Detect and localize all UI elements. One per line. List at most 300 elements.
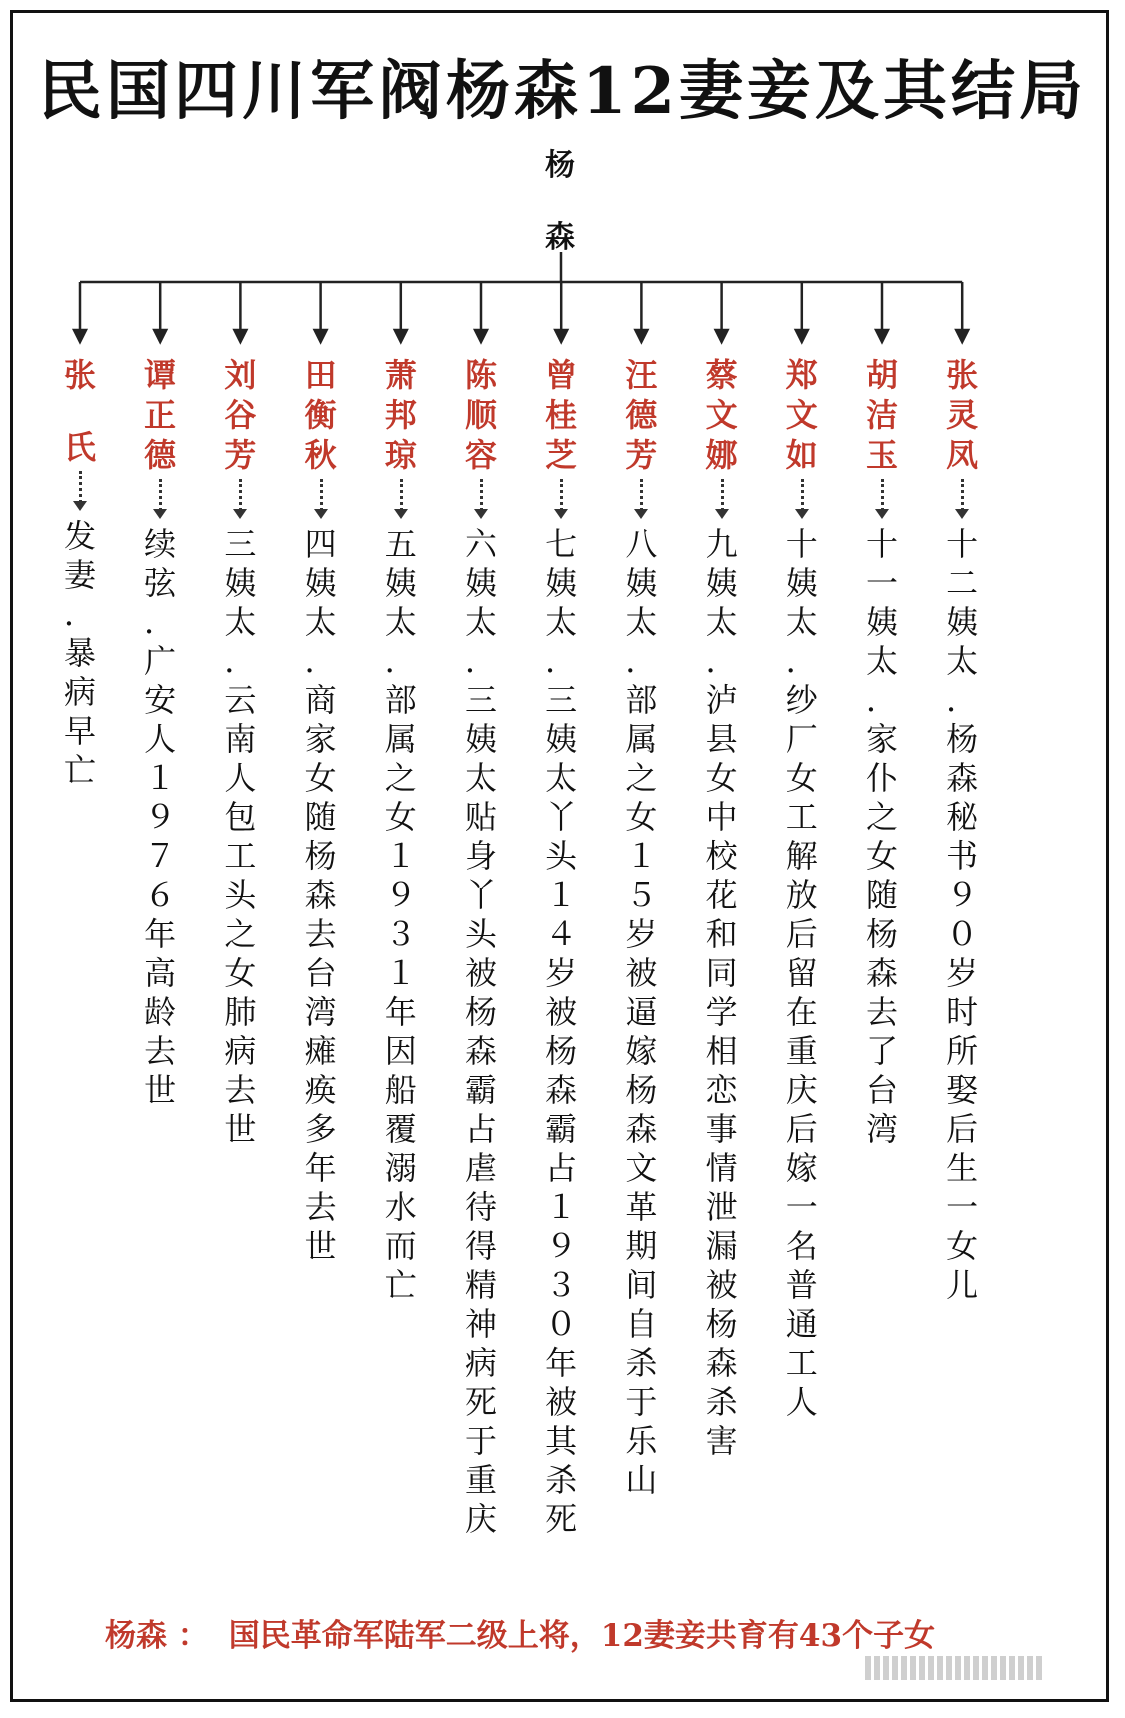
member-desc-char: 太 <box>304 603 337 641</box>
member-desc-char: １ <box>144 759 177 797</box>
member-desc-char: 杨 <box>545 1032 578 1070</box>
member-desc-char: 年 <box>384 993 417 1031</box>
member-desc-char: 龄 <box>144 993 177 1031</box>
member-desc-char: 去 <box>224 1071 257 1109</box>
member-name-char: 陈 <box>464 356 497 394</box>
branch-arrow <box>74 330 86 342</box>
member-column <box>932 355 992 1305</box>
member-desc-char: ． <box>545 642 578 680</box>
member-desc-char: ３ <box>545 1266 578 1304</box>
member-desc-char: ９ <box>384 876 417 914</box>
member-desc-char: １ <box>545 1188 578 1226</box>
member-name-char: 田 <box>304 356 337 394</box>
member-desc-char: ． <box>865 681 898 719</box>
member-desc-char: 姨 <box>625 564 658 602</box>
member-name-char: 氏 <box>63 428 96 466</box>
member-desc-char: 一 <box>865 564 898 602</box>
member-desc-char: 安 <box>144 681 177 719</box>
member-name-char: 衡 <box>304 396 337 434</box>
member-desc-char: 纱 <box>785 681 818 719</box>
tree-connectors <box>0 0 1125 400</box>
member-desc-char: 瘫 <box>304 1032 337 1070</box>
member-name-char: 秋 <box>304 436 337 474</box>
member-desc-char: 属 <box>625 720 658 758</box>
member-desc-char: 病 <box>63 673 96 711</box>
member-desc-char: 头 <box>464 915 497 953</box>
member-desc-char: １ <box>545 876 578 914</box>
member-desc-char: 而 <box>384 1227 417 1265</box>
member-desc-char: 之 <box>384 759 417 797</box>
member-desc-char: 属 <box>384 720 417 758</box>
branch-arrow <box>555 330 567 342</box>
member-name-char: 谷 <box>224 396 257 434</box>
member-desc-char: 十 <box>865 525 898 563</box>
member-desc-char: 间 <box>625 1266 658 1304</box>
member-desc-char: 早 <box>63 712 96 750</box>
member-name-char: 刘 <box>224 356 257 394</box>
member-desc-char: 森 <box>705 1344 738 1382</box>
member-desc-char: 妻 <box>63 556 96 594</box>
member-desc-char: １ <box>625 837 658 875</box>
footer-note <box>105 1610 935 1655</box>
member-desc-char: 世 <box>144 1071 177 1109</box>
member-desc-char: 被 <box>545 1383 578 1421</box>
member-column <box>210 355 270 1149</box>
root-char-2: 森 <box>545 220 575 255</box>
member-desc-char: 森 <box>946 759 979 797</box>
member-desc-char: １ <box>384 954 417 992</box>
member-desc-char: 姨 <box>224 564 257 602</box>
member-desc-char: 放 <box>785 876 818 914</box>
member-name-char: 蔡 <box>705 356 738 394</box>
member-desc-char: 三 <box>464 681 497 719</box>
member-desc-char: 森 <box>625 1110 658 1148</box>
member-desc-char: ． <box>384 642 417 680</box>
member-desc-char: 杨 <box>865 915 898 953</box>
member-column <box>291 355 351 1266</box>
member-desc-char: 庆 <box>785 1071 818 1109</box>
branch-arrow <box>315 330 327 342</box>
member-desc-char: 秘 <box>946 798 979 836</box>
member-desc-char: 丫 <box>464 876 497 914</box>
member-desc-char: 被 <box>705 1266 738 1304</box>
member-desc-char: 去 <box>304 1188 337 1226</box>
member-desc-char: 太 <box>464 603 497 641</box>
member-desc-char: ９ <box>545 1227 578 1265</box>
member-desc-char: 在 <box>785 993 818 1031</box>
member-desc-char: ３ <box>384 915 417 953</box>
member-desc-char: 溺 <box>384 1149 417 1187</box>
member-name-char: 文 <box>785 396 818 434</box>
member-desc-char: 人 <box>785 1383 818 1421</box>
member-name-char: 谭 <box>144 356 177 394</box>
member-desc-char: 恋 <box>705 1071 738 1109</box>
member-desc-char: 高 <box>144 954 177 992</box>
member-column <box>371 355 431 1305</box>
member-desc-char: 逼 <box>625 993 658 1031</box>
member-desc-char: 姨 <box>304 564 337 602</box>
member-name-char: 曾 <box>545 356 578 394</box>
member-desc-char: 精 <box>464 1266 497 1304</box>
member-desc-char: ９ <box>946 876 979 914</box>
member-desc-char: 花 <box>705 876 738 914</box>
member-desc-char: 部 <box>625 681 658 719</box>
member-desc-char: 女 <box>304 759 337 797</box>
member-name-char: 如 <box>785 436 818 474</box>
member-desc-char: 相 <box>705 1032 738 1070</box>
member-desc-char: ． <box>625 642 658 680</box>
member-desc-char: 儿 <box>946 1266 979 1304</box>
member-desc-char: 重 <box>785 1032 818 1070</box>
member-desc-char: 姨 <box>705 564 738 602</box>
member-desc-char: 庆 <box>464 1500 497 1538</box>
member-desc-char: 二 <box>946 564 979 602</box>
member-desc-char: ６ <box>144 876 177 914</box>
member-desc-char: 杀 <box>625 1344 658 1382</box>
member-name-char: 邦 <box>384 396 417 434</box>
member-desc-char: ５ <box>625 876 658 914</box>
member-desc-char: 女 <box>705 759 738 797</box>
member-column <box>611 355 671 1500</box>
member-desc-char: 十 <box>946 525 979 563</box>
member-desc-char: 通 <box>785 1305 818 1343</box>
member-desc-char: 工 <box>224 837 257 875</box>
member-desc-char: ０ <box>545 1305 578 1343</box>
member-desc-char: 森 <box>464 1032 497 1070</box>
member-desc-char: 死 <box>545 1500 578 1538</box>
member-desc-char: 暴 <box>63 634 96 672</box>
member-desc-char: 杀 <box>705 1383 738 1421</box>
member-desc-char: 虐 <box>464 1149 497 1187</box>
member-name-char: 胡 <box>865 356 898 394</box>
member-desc-char: 自 <box>625 1305 658 1343</box>
member-desc-char: 所 <box>946 1032 979 1070</box>
member-name-char: 芝 <box>545 436 578 474</box>
dotted-arrow <box>291 475 351 525</box>
member-desc-char: 之 <box>224 915 257 953</box>
member-desc-char: 于 <box>625 1383 658 1421</box>
member-desc-char: ． <box>304 642 337 680</box>
member-desc-char: 亡 <box>384 1266 417 1304</box>
member-column <box>692 355 752 1461</box>
member-desc-char: 解 <box>785 837 818 875</box>
member-desc-char: 女 <box>865 837 898 875</box>
member-desc-char: 姨 <box>785 564 818 602</box>
member-desc-char: 太 <box>705 603 738 641</box>
member-desc-char: 多 <box>304 1110 337 1148</box>
member-desc-char: 娶 <box>946 1071 979 1109</box>
member-desc-char: 痪 <box>304 1071 337 1109</box>
member-name-char: 洁 <box>865 396 898 434</box>
member-desc-char: 女 <box>384 798 417 836</box>
member-column <box>772 355 832 1422</box>
member-desc-char: 发 <box>63 517 96 555</box>
diagram-title: 民国四川军阀杨森12妻妾及其结局 <box>37 54 1088 129</box>
member-desc-char: 占 <box>464 1110 497 1148</box>
member-desc-char: 岁 <box>625 915 658 953</box>
member-desc-char: 病 <box>464 1344 497 1382</box>
branch-arrow <box>154 330 166 342</box>
member-desc-char: 同 <box>705 954 738 992</box>
member-desc-char: ． <box>946 681 979 719</box>
member-desc-char: 随 <box>865 876 898 914</box>
footer-text: 国民革命军陆军二级上将，12妻妾共育有43个子女 <box>228 1618 936 1654</box>
member-desc-char: 去 <box>865 993 898 1031</box>
member-desc-char: 十 <box>785 525 818 563</box>
root-char-1: 杨 <box>545 148 575 183</box>
member-desc-char: 亡 <box>63 751 96 789</box>
member-desc-char: 杨 <box>946 720 979 758</box>
member-name-char: 凤 <box>946 436 979 474</box>
dotted-arrow <box>772 475 832 525</box>
member-desc-char: 南 <box>224 720 257 758</box>
member-desc-char: 太 <box>785 603 818 641</box>
member-desc-char: 身 <box>464 837 497 875</box>
member-desc-char: 世 <box>224 1110 257 1148</box>
member-desc-char: 包 <box>224 798 257 836</box>
member-desc-char: 乐 <box>625 1422 658 1460</box>
branch-arrow <box>956 330 968 342</box>
branch-arrow <box>796 330 808 342</box>
member-desc-char: 神 <box>464 1305 497 1343</box>
member-desc-char: ． <box>705 642 738 680</box>
member-desc-char: 太 <box>384 603 417 641</box>
member-desc-char: 霸 <box>545 1110 578 1148</box>
member-name-char: 芳 <box>224 436 257 474</box>
member-desc-char: 待 <box>464 1188 497 1226</box>
member-desc-char: 女 <box>946 1227 979 1265</box>
member-desc-char: 姨 <box>464 720 497 758</box>
member-desc-char: 世 <box>304 1227 337 1265</box>
member-desc-char: 一 <box>946 1188 979 1226</box>
member-desc-char: ． <box>144 603 177 641</box>
member-desc-char: 家 <box>304 720 337 758</box>
member-desc-char: 杨 <box>625 1071 658 1109</box>
member-desc-char: 期 <box>625 1227 658 1265</box>
branch-arrow <box>234 330 246 342</box>
member-desc-char: 之 <box>625 759 658 797</box>
member-desc-char: 丫 <box>545 798 578 836</box>
member-name-char: 容 <box>464 436 497 474</box>
member-desc-char: 六 <box>464 525 497 563</box>
member-desc-char: 于 <box>464 1422 497 1460</box>
member-desc-char: 女 <box>625 798 658 836</box>
member-desc-char: 年 <box>304 1149 337 1187</box>
member-desc-char: 姨 <box>545 720 578 758</box>
member-desc-char: 覆 <box>384 1110 417 1148</box>
branch-arrow <box>876 330 888 342</box>
watermark <box>865 1655 1095 1681</box>
member-name-char: 玉 <box>865 436 898 474</box>
member-desc-char: ４ <box>545 915 578 953</box>
member-desc-char: 革 <box>625 1188 658 1226</box>
dotted-arrow <box>692 475 752 525</box>
branch-arrow <box>635 330 647 342</box>
member-desc-char: 四 <box>304 525 337 563</box>
member-desc-char: 人 <box>144 720 177 758</box>
member-desc-char: 姨 <box>384 564 417 602</box>
member-desc-char: ７ <box>144 837 177 875</box>
member-desc-char: 被 <box>545 993 578 1031</box>
member-desc-char: 霸 <box>464 1071 497 1109</box>
member-name-char: 张 <box>946 356 979 394</box>
member-desc-char: 重 <box>464 1461 497 1499</box>
member-desc-char: 工 <box>785 798 818 836</box>
member-desc-char: 病 <box>224 1032 257 1070</box>
member-desc-char: 贴 <box>464 798 497 836</box>
member-desc-char: 太 <box>865 642 898 680</box>
member-name-char: 灵 <box>946 396 979 434</box>
member-desc-char: 部 <box>384 681 417 719</box>
dotted-arrow <box>130 475 190 525</box>
member-desc-char: 时 <box>946 993 979 1031</box>
member-desc-char: 太 <box>946 642 979 680</box>
member-desc-char: 头 <box>545 837 578 875</box>
member-desc-char: 岁 <box>946 954 979 992</box>
branch-arrow <box>475 330 487 342</box>
member-desc-char: 年 <box>545 1344 578 1382</box>
member-desc-char: 学 <box>705 993 738 1031</box>
member-desc-char: 太 <box>464 759 497 797</box>
member-desc-char: 文 <box>625 1149 658 1187</box>
member-desc-char: 仆 <box>865 759 898 797</box>
member-name-char: 德 <box>144 436 177 474</box>
member-desc-char: 泄 <box>705 1188 738 1226</box>
member-column <box>852 355 912 1149</box>
member-name-char: 芳 <box>625 436 658 474</box>
member-desc-char: 女 <box>785 759 818 797</box>
member-desc-char: 漏 <box>705 1227 738 1265</box>
member-desc-char: 弦 <box>144 564 177 602</box>
member-desc-char: 占 <box>545 1149 578 1187</box>
member-desc-char: 害 <box>705 1422 738 1460</box>
member-desc-char: 和 <box>705 915 738 953</box>
member-desc-char: 一 <box>785 1188 818 1226</box>
member-desc-char: ． <box>785 642 818 680</box>
member-desc-char: 太 <box>224 603 257 641</box>
member-desc-char: 森 <box>545 1071 578 1109</box>
member-desc-char: 太 <box>625 603 658 641</box>
member-desc-char: 姨 <box>865 603 898 641</box>
member-desc-char: ９ <box>144 798 177 836</box>
member-desc-char: 五 <box>384 525 417 563</box>
dotted-arrow <box>371 475 431 525</box>
member-desc-char: 船 <box>384 1071 417 1109</box>
member-desc-char: 事 <box>705 1110 738 1148</box>
member-desc-char: 县 <box>705 720 738 758</box>
member-desc-char: ． <box>224 642 257 680</box>
branch-arrow <box>395 330 407 342</box>
member-desc-char: 续 <box>144 525 177 563</box>
member-desc-char: 岁 <box>545 954 578 992</box>
member-desc-char: 其 <box>545 1422 578 1460</box>
member-name-char: 琼 <box>384 436 417 474</box>
member-desc-char: 之 <box>865 798 898 836</box>
member-desc-char: 普 <box>785 1266 818 1304</box>
member-desc-char: 太 <box>545 759 578 797</box>
member-desc-char: ． <box>63 595 96 633</box>
member-desc-char: 森 <box>304 876 337 914</box>
member-name-char: 桂 <box>545 396 578 434</box>
member-desc-char: 广 <box>144 642 177 680</box>
member-name-char: 萧 <box>384 356 417 394</box>
member-desc-char: 八 <box>625 525 658 563</box>
member-desc-char: 杨 <box>464 993 497 1031</box>
member-desc-char: ０ <box>946 915 979 953</box>
member-desc-char: 名 <box>785 1227 818 1265</box>
member-desc-char: 后 <box>785 915 818 953</box>
member-desc-char: 书 <box>946 837 979 875</box>
member-desc-char: 年 <box>144 915 177 953</box>
member-desc-char: 校 <box>705 837 738 875</box>
member-name-char: 张 <box>63 356 96 394</box>
member-desc-char: 商 <box>304 681 337 719</box>
member-desc-char: 后 <box>785 1110 818 1148</box>
member-desc-char: 厂 <box>785 720 818 758</box>
member-desc-char: 太 <box>545 603 578 641</box>
dotted-arrow <box>451 475 511 525</box>
member-desc-char: 人 <box>224 759 257 797</box>
member-desc-char: 姨 <box>464 564 497 602</box>
member-desc-char: 杨 <box>304 837 337 875</box>
member-desc-char: 家 <box>865 720 898 758</box>
member-desc-char: 台 <box>865 1071 898 1109</box>
dotted-arrow <box>531 475 591 525</box>
member-desc-char: ． <box>464 642 497 680</box>
member-desc-char: 杨 <box>705 1305 738 1343</box>
member-desc-char: 姨 <box>545 564 578 602</box>
member-desc-char: 了 <box>865 1032 898 1070</box>
member-desc-char: 三 <box>224 525 257 563</box>
member-desc-char: 被 <box>625 954 658 992</box>
member-column <box>531 355 591 1539</box>
member-desc-char: 湾 <box>304 993 337 1031</box>
member-desc-char: 去 <box>304 915 337 953</box>
member-name-char: 娜 <box>705 436 738 474</box>
member-desc-char: 杀 <box>545 1461 578 1499</box>
member-name-char: 德 <box>625 396 658 434</box>
member-desc-char: 情 <box>705 1149 738 1187</box>
member-desc-char: 生 <box>946 1149 979 1187</box>
member-desc-char: １ <box>384 837 417 875</box>
member-desc-char: 嫁 <box>625 1032 658 1070</box>
member-desc-char: 水 <box>384 1188 417 1226</box>
member-name-char: 郑 <box>785 356 818 394</box>
member-desc-char: 留 <box>785 954 818 992</box>
footer-label: 杨森 ： <box>105 1618 209 1654</box>
member-desc-char: 山 <box>625 1461 658 1499</box>
member-desc-char: 云 <box>224 681 257 719</box>
member-desc-char: 七 <box>545 525 578 563</box>
dotted-arrow <box>210 475 270 525</box>
member-desc-char: 台 <box>304 954 337 992</box>
member-desc-char: 泸 <box>705 681 738 719</box>
member-desc-char: 去 <box>144 1032 177 1070</box>
member-column <box>50 355 110 790</box>
member-desc-char: 女 <box>224 954 257 992</box>
member-column <box>451 355 511 1539</box>
dotted-arrow <box>611 475 671 525</box>
member-desc-char: 随 <box>304 798 337 836</box>
member-name-char: 正 <box>144 396 177 434</box>
member-desc-char: 姨 <box>946 603 979 641</box>
member-desc-char: 后 <box>946 1110 979 1148</box>
member-desc-char: 肺 <box>224 993 257 1031</box>
member-name-char: 汪 <box>625 356 658 394</box>
member-desc-char: 中 <box>705 798 738 836</box>
member-desc-char: 死 <box>464 1383 497 1421</box>
member-desc-char: 湾 <box>865 1110 898 1148</box>
